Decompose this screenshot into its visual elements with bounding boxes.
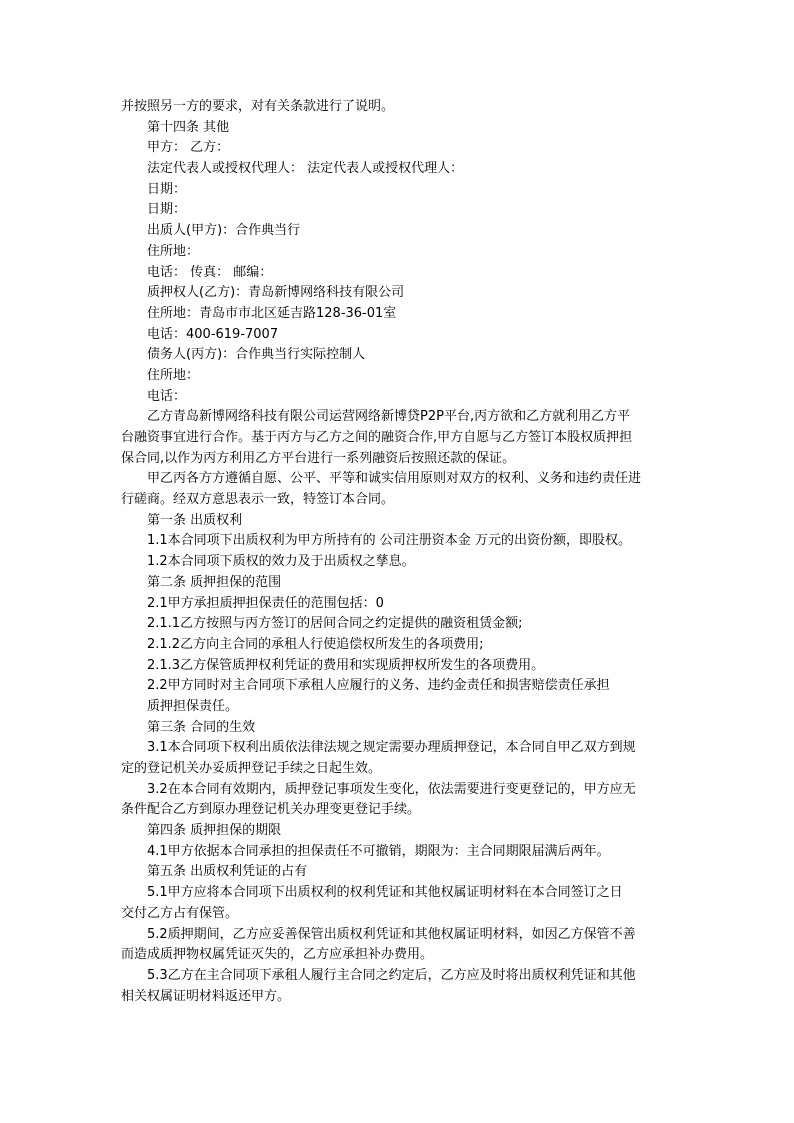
text-line: 行磋商。经双方意思表示一致，特签订本合同。 <box>121 492 395 508</box>
text-line: 质押担保责任。 <box>147 698 239 714</box>
text-line: 出质人(甲方)：合作典当行 <box>147 223 301 239</box>
text-line: 第十四条 其他 <box>147 119 230 135</box>
text-line: 2.1甲方承担质押担保责任的范围包括：0 <box>147 595 384 611</box>
text-line: 交付乙方占有保管。 <box>121 905 239 921</box>
text-line: 电话： <box>147 388 187 404</box>
text-line: 2.2甲方同时对主合同项下承租人应履行的义务、违约金责任和损害赔偿责任承担 <box>147 678 610 694</box>
text-line: 债务人(丙方)：合作典当行实际控制人 <box>147 347 366 363</box>
text-line: 2.1.3乙方保管质押权利凭证的费用和实现质押权所发生的各项费用。 <box>147 657 545 673</box>
text-line: 第二条 质押担保的范围 <box>147 574 282 590</box>
text-line: 3.1本合同项下权利出质依法律法规之规定需要办理质押登记，本合同自甲乙双方到规 <box>147 740 636 756</box>
text-line: 日期： <box>147 181 187 197</box>
text-line: 电话： 传真： 邮编： <box>147 264 273 280</box>
text-line: 相关权属证明材料返还甲方。 <box>121 988 291 1004</box>
text-line: 乙方青岛新博网络科技有限公司运营网络新博贷P2P平台,丙方欲和乙方就利用乙方平 <box>147 409 631 425</box>
text-line: 而造成质押物权属凭证灭失的，乙方应承担补办费用。 <box>121 947 434 963</box>
text-line: 并按照另一方的要求，对有关条款进行了说明。 <box>121 99 395 114</box>
text-line: 2.1.2乙方向主合同的承租人行使追偿权所发生的各项费用; <box>147 636 484 652</box>
text-line: 3.2在本合同有效期内，质押登记事项发生变化，依法需要进行变更登记的，甲方应无 <box>147 781 636 797</box>
text-line: 4.1甲方依据本合同承担的担保责任不可撤销，期限为：主合同期限届满后两年。 <box>147 843 610 859</box>
text-line: 法定代表人或授权代理人： 法定代表人或授权代理人： <box>147 161 464 177</box>
text-line: 第三条 合同的生效 <box>147 719 256 735</box>
text-line: 住所地：青岛市市北区延吉路128-36-01室 <box>147 305 397 321</box>
text-line: 第四条 质押担保的期限 <box>147 823 282 839</box>
text-line: 台融资事宜进行合作。基于丙方与乙方之间的融资合作,甲方自愿与乙方签订本股权质押担 <box>121 430 633 445</box>
text-line: 住所地： <box>147 243 200 259</box>
text-line: 5.1甲方应将本合同项下出质权利的权利凭证和其他权属证明材料在本合同签订之日 <box>147 885 623 901</box>
text-line: 1.1本合同项下出质权利为甲方所持有的 公司注册资本金 万元的出资份额，即股权。 <box>147 533 631 549</box>
text-line: 2.1.1乙方按照与丙方签订的居间合同之约定提供的融资租赁金额; <box>147 616 523 632</box>
text-line: 第五条 出质权利凭证的占有 <box>147 864 308 880</box>
text-line: 日期： <box>147 202 187 218</box>
document-body <box>121 97 683 1007</box>
text-line: 保合同,以作为丙方利用乙方平台进行一系列融资后按照还款的保证。 <box>121 450 516 466</box>
text-line: 条件配合乙方到原办理登记机关办理变更登记手续。 <box>121 802 421 818</box>
text-line: 1.2本合同项下质权的效力及于出质权之孳息。 <box>147 554 415 570</box>
text-line: 第一条 出质权利 <box>147 512 243 528</box>
text-line: 住所地： <box>147 367 200 383</box>
text-line: 甲方： 乙方： <box>147 140 230 156</box>
text-line: 5.2质押期间，乙方应妥善保管出质权利凭证和其他权属证明材料，如因乙方保管不善 <box>147 926 636 942</box>
text-line: 5.3乙方在主合同项下承租人履行主合同之约定后，乙方应及时将出质权利凭证和其他 <box>147 967 636 983</box>
text-line: 定的登记机关办妥质押登记手续之日起生效。 <box>121 761 382 776</box>
text-line: 质押权人(乙方)：青岛新博网络科技有限公司 <box>147 285 405 301</box>
text-line: 甲乙丙各方方遵循自愿、公平、平等和诚实信用原则对双方的权利、义务和违约责任进 <box>147 471 642 487</box>
text-line: 电话：400-619-7007 <box>147 326 279 342</box>
